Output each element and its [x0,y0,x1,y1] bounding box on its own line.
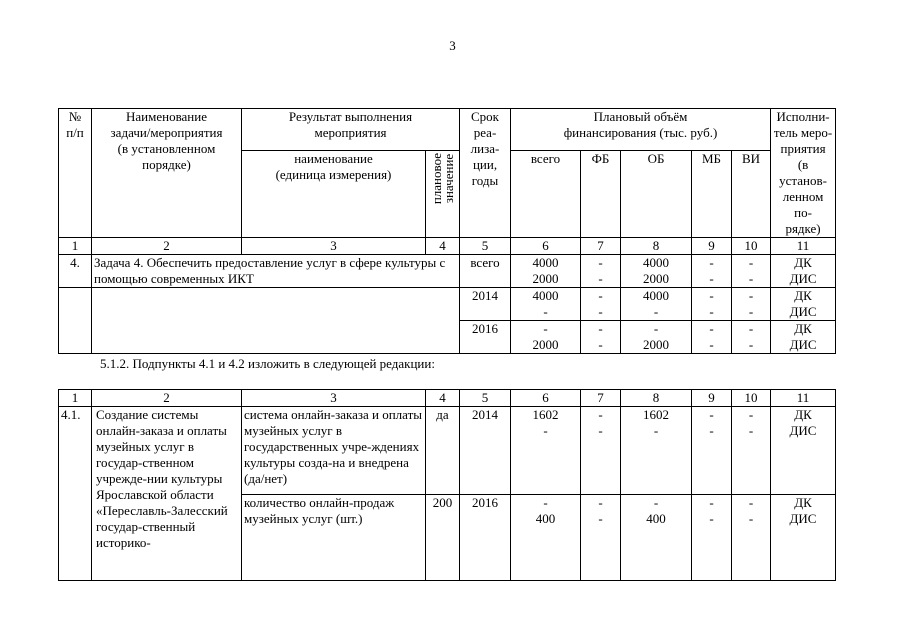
plan-value-cell: да [426,407,460,495]
fin-fb-cell: - - [581,495,621,581]
header-result-name: наименование (единица измерения) [242,151,426,238]
header-task [92,109,242,238]
result-cell: количество онлайн-продаж музейных услуг (шт.) [242,495,426,581]
fin-total-cell: 4000 2000 [511,255,581,288]
term-cell: всего [460,255,511,288]
col-num-cell: 11 [771,238,836,255]
header-fin-fb: ФБ [581,151,621,238]
col-num-cell: 5 [460,390,511,407]
col-num-cell: 10 [732,390,771,407]
fin-fb-cell: - - [581,407,621,495]
result-cell: система онлайн-заказа и оплаты музейных услуг в государственных учре-ждениях культуры созда-на и внедрена (да/нет) [242,407,426,495]
col-num-cell: 11 [771,390,836,407]
fin-mb-cell: - - [692,255,732,288]
fin-vi-cell: - - [732,495,771,581]
header-result: Результат выполнения мероприятия [242,109,460,151]
subtask-number: 4.1. [59,407,92,581]
fin-mb-cell: - - [692,288,732,321]
fin-total-cell: - 400 [511,495,581,581]
executor-cell: ДК ДИС [771,495,836,581]
table-row [59,255,836,288]
plan-table [58,108,836,354]
fin-ob-cell: 4000 2000 [621,255,692,288]
fin-mb-cell: - - [692,495,732,581]
fin-fb-cell: - - [581,321,621,354]
executor-cell: ДК ДИС [771,255,836,288]
task-text: Задача 4. Обеспечить предоставление услуг в сфере культуры с помощью современных ИКТ [92,255,460,288]
col-num-cell: 6 [511,390,581,407]
fin-fb-cell: - - [581,255,621,288]
fin-ob-cell: 1602 - [621,407,692,495]
header-financing: Плановый объём финансирования (тыс. руб.) [511,109,771,151]
executor-cell: ДК ДИС [771,288,836,321]
col-num-cell: 2 [92,390,242,407]
empty-cell [92,288,460,354]
header-num: № п/п [59,109,92,238]
col-num-cell: 6 [511,238,581,255]
term-cell: 2014 [460,288,511,321]
header-fin-mb: МБ [692,151,732,238]
task-number: 4. [59,255,92,288]
executor-cell: ДК ДИС [771,321,836,354]
header-fin-total: всего [511,151,581,238]
page-number: 3 [449,38,456,53]
header-result-plan-cell [426,151,460,238]
col-num-cell: 2 [92,238,242,255]
fin-mb-cell: - - [692,321,732,354]
term-cell: 2016 [460,321,511,354]
amendment-paragraph: 5.1.2. Подпункты 4.1 и 4.2 изложить в следующей редакции: [100,356,435,371]
fin-fb-cell: - - [581,288,621,321]
col-num-cell: 1 [59,238,92,255]
header-executor: Исполни- тель меро- приятия (в установ- ленном по- рядке) [771,109,836,238]
col-num-cell: 8 [621,238,692,255]
header-fin-vi: ВИ [732,151,771,238]
col-num-cell: 7 [581,238,621,255]
col-num-cell: 4 [426,238,460,255]
header-task-title: Наименование задачи/мероприятия [110,109,223,140]
table-row [59,288,836,321]
column-number-row [59,238,836,255]
header-fin-ob: ОБ [621,151,692,238]
col-num-cell: 1 [59,390,92,407]
col-num-cell: 4 [426,390,460,407]
col-num-cell: 3 [242,238,426,255]
header-term: Срок реа- лиза- ции, годы [460,109,511,238]
fin-vi-cell: - - [732,407,771,495]
fin-total-cell: 1602 - [511,407,581,495]
col-num-cell: 9 [692,238,732,255]
table-row [59,407,836,495]
fin-total-cell: - 2000 [511,321,581,354]
empty-cell [59,288,92,354]
plan-value-cell: 200 [426,495,460,581]
col-num-cell: 3 [242,390,426,407]
term-cell: 2014 [460,407,511,495]
col-num-cell: 10 [732,238,771,255]
fin-vi-cell: - - [732,255,771,288]
header-result-plan: плановое значение [428,153,456,205]
col-num-cell: 8 [621,390,692,407]
header-task-sub: (в установленном порядке) [117,141,216,172]
fin-ob-cell: 4000 - [621,288,692,321]
col-num-cell: 9 [692,390,732,407]
executor-cell: ДК ДИС [771,407,836,495]
col-num-cell: 5 [460,238,511,255]
fin-mb-cell: - - [692,407,732,495]
term-cell: 2016 [460,495,511,581]
fin-ob-cell: - 400 [621,495,692,581]
fin-vi-cell: - - [732,288,771,321]
amendment-table [58,389,836,581]
fin-total-cell: 4000 - [511,288,581,321]
fin-ob-cell: - 2000 [621,321,692,354]
col-num-cell: 7 [581,390,621,407]
column-number-row [59,390,836,407]
fin-vi-cell: - - [732,321,771,354]
subtask-text: Создание системы онлайн-заказа и оплаты музейных услуг в государ-ственном учрежде-нии культуры Ярославской области «Переславль-Залесский государ-ственный историко- [92,407,242,581]
